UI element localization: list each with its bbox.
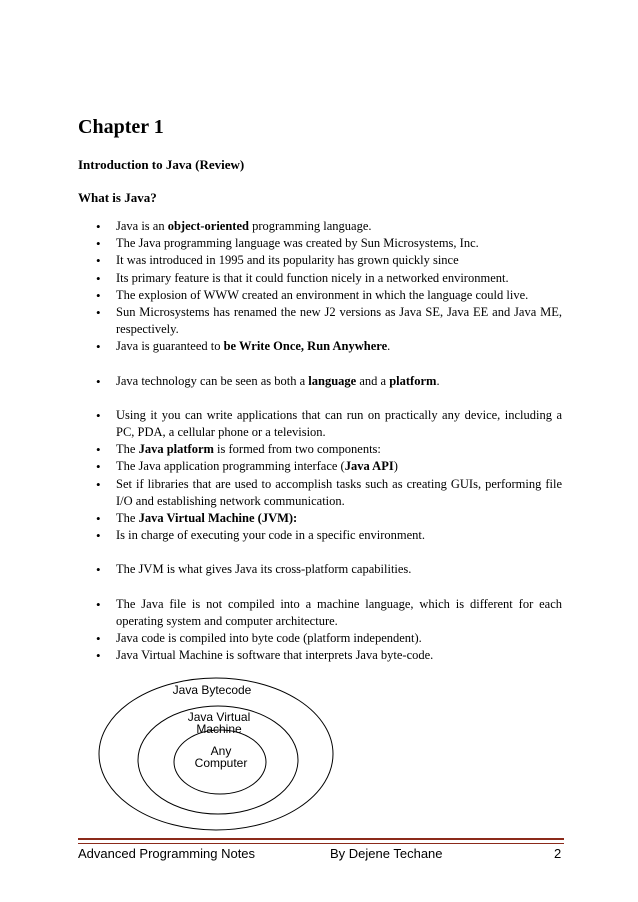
page-number: 2 [554, 846, 562, 861]
java-layers-diagram [96, 672, 336, 832]
bullet-item [96, 441, 562, 458]
bullet-text: The Java file is not compiled into a machine language, which is different for each operating system and computer architecture. [116, 596, 562, 628]
middle-label-line2: Machine [196, 722, 242, 736]
bullet-item [96, 373, 562, 390]
bullet-item [96, 510, 562, 527]
bullet-bold-text: Java Virtual Machine (JVM): [138, 511, 298, 526]
bullet-text: is formed from two components: [213, 442, 381, 457]
bullet-item [96, 287, 562, 304]
bullet-bold-text: Java platform [138, 442, 214, 457]
bullet-text: . [387, 339, 391, 354]
java-bullet-list [96, 218, 562, 664]
bullet-text: The Java application programming interface ( [116, 459, 345, 474]
bullet-bold-text: language [308, 373, 357, 388]
bullet-text: Java is guaranteed to [116, 339, 224, 354]
footer-author: By Dejene Techane [330, 846, 443, 861]
intro-heading: Introduction to Java (Review) [78, 157, 245, 172]
what-is-java-heading: What is Java? [78, 190, 157, 205]
bullet-item [96, 527, 562, 544]
bullet-item [96, 407, 562, 441]
bullet-text: and a [356, 373, 390, 388]
bullet-text: Sun Microsystems has renamed the new J2 versions as Java SE, Java EE and Java ME, respectively. [116, 305, 562, 337]
bullet-item [96, 596, 562, 630]
inner-label-line2: Computer [194, 756, 248, 770]
bullet-item [96, 218, 562, 235]
bullet-text: programming language. [248, 219, 372, 233]
bullet-text: Set if libraries that are used to accomplish tasks such as creating GUIs, performing file I/O and establishing network communication. [116, 476, 562, 508]
bullet-text: It was introduced in 1995 and its popularity has grown quickly since [116, 253, 459, 268]
footer-divider [78, 838, 564, 844]
bullet-text: The [116, 511, 139, 526]
bullet-text: Java Virtual Machine is software that interprets Java byte-code. [116, 648, 434, 663]
bullet-item [96, 270, 562, 287]
bullet-item [96, 304, 562, 338]
bullet-text: Is in charge of executing your code in a specific environment. [116, 528, 426, 543]
bullet-item [96, 235, 562, 252]
outer-label: Java Bytecode [172, 683, 252, 697]
bullet-bold-text: be Write Once, Run Anywhere [223, 339, 388, 354]
bullet-bold-text: Java API [344, 459, 394, 474]
bullet-text: Using it you can write applications that can run on practically any device, including a PC, PDA, a cellular phone or a television. [116, 407, 562, 440]
chapter-title: Chapter 1 [78, 116, 164, 138]
middle-label-line1: Java Virtual [187, 710, 251, 724]
bullet-item [96, 458, 562, 475]
bullet-bold-text: object-oriented [167, 219, 249, 233]
inner-label-line1: Any [210, 744, 232, 758]
bullet-text: Java is an [116, 219, 168, 233]
bullet-item [96, 252, 562, 269]
bullet-item [96, 630, 562, 647]
bullet-text: Its primary feature is that it could function nicely in a networked environment. [116, 270, 509, 285]
bullet-text: Java code is compiled into byte code (platform independent). [116, 631, 422, 646]
bullet-text: The explosion of WWW created an environment in which the language could live. [116, 287, 529, 302]
bullet-text: ) [393, 459, 398, 474]
bullet-text: The JVM is what gives Java its cross-platform capabilities. [116, 562, 412, 577]
footer-title: Advanced Programming Notes [78, 846, 256, 861]
bullet-text: . [436, 373, 440, 388]
bullet-text: Java technology can be seen as both a [116, 373, 309, 388]
bullet-item [96, 338, 562, 355]
bullet-item [96, 476, 562, 510]
bullet-text: The Java programming language was created by Sun Microsystems, Inc. [116, 236, 479, 251]
bullet-item [96, 561, 562, 578]
bullet-item [96, 647, 562, 664]
bullet-bold-text: platform [389, 373, 437, 388]
bullet-text: The [116, 442, 139, 457]
